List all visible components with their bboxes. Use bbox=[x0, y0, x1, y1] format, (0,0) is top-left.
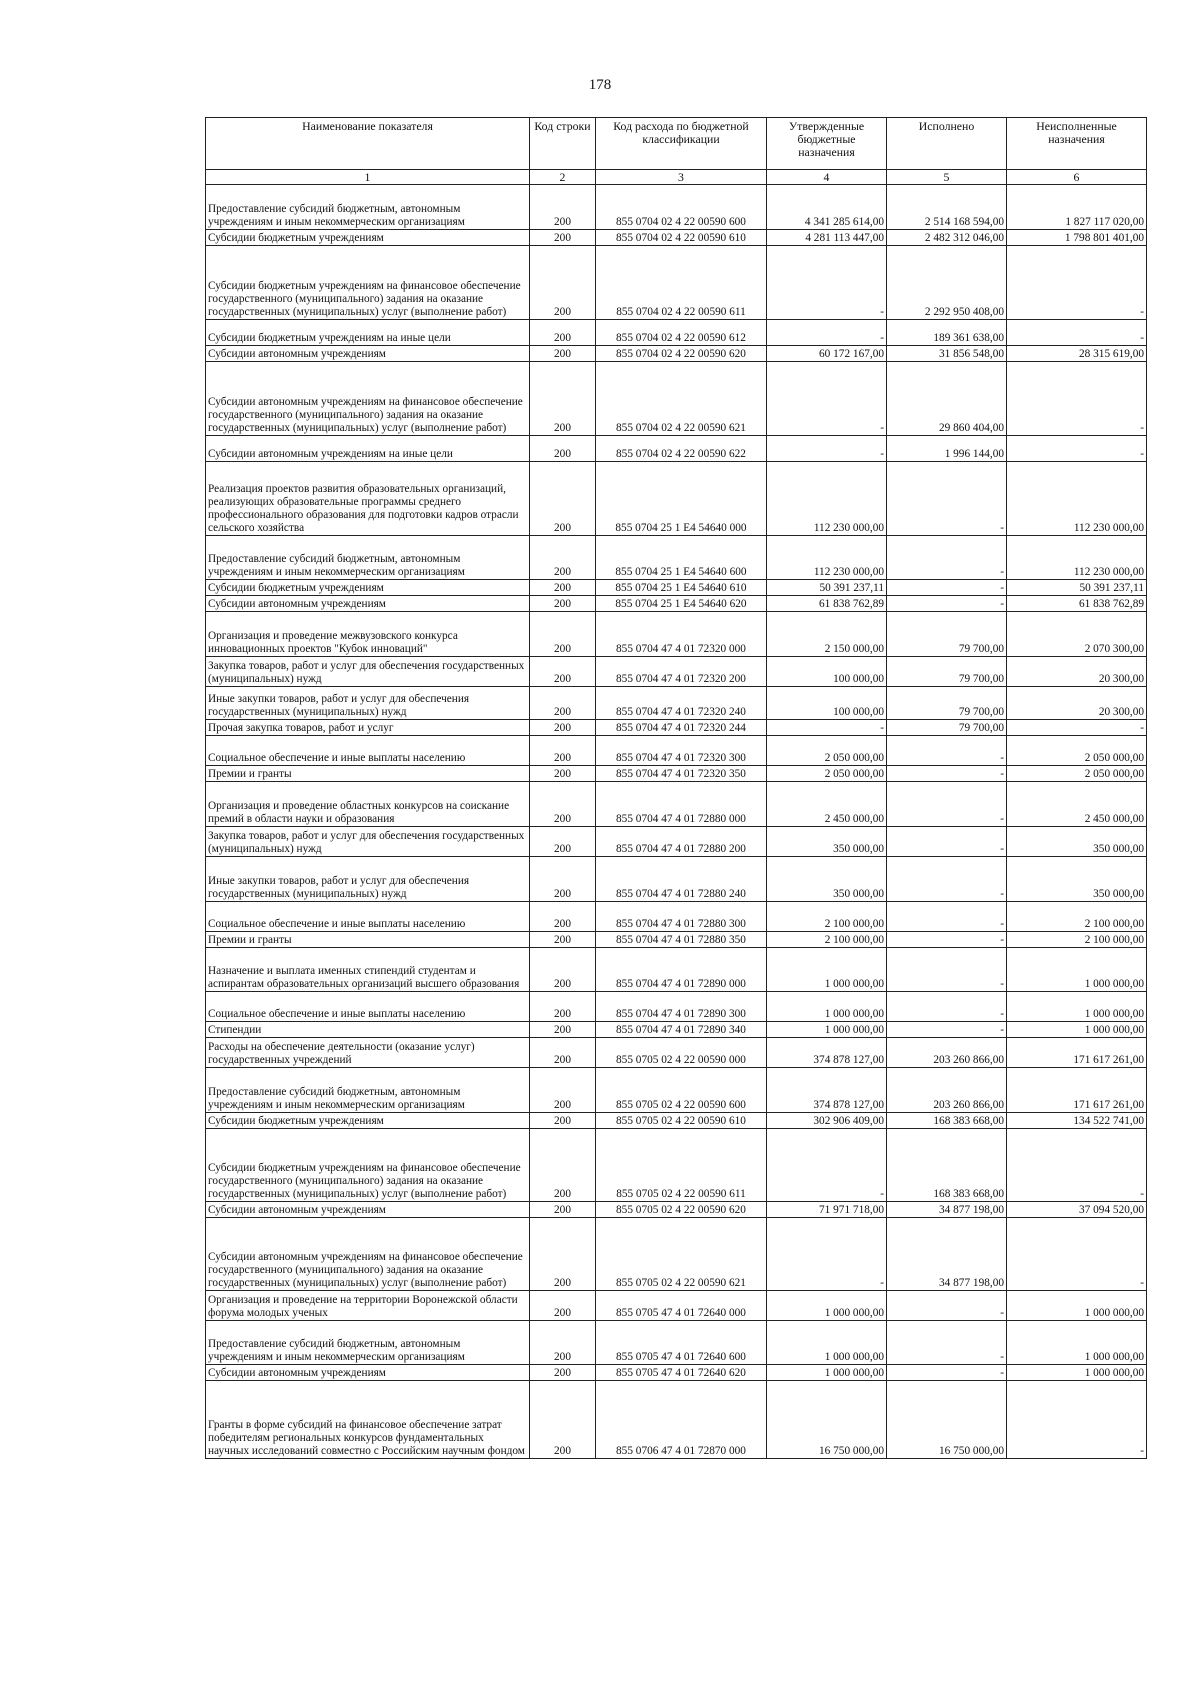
expense-code: 855 0704 02 4 22 00590 611 bbox=[596, 246, 767, 320]
expense-code: 855 0704 02 4 22 00590 600 bbox=[596, 185, 767, 230]
table-row bbox=[206, 657, 1147, 687]
table-row bbox=[206, 948, 1147, 992]
unexecuted-amount: 1 000 000,00 bbox=[1007, 1291, 1147, 1321]
line-code: 200 bbox=[530, 992, 596, 1022]
indicator-name: Субсидии автономным учреждениям bbox=[206, 596, 530, 612]
table-row bbox=[206, 1218, 1147, 1291]
indicator-name: Расходы на обеспечение деятельности (оказание услуг) государственных учреждений bbox=[206, 1038, 530, 1068]
line-code: 200 bbox=[530, 1365, 596, 1381]
approved-amount: 61 838 762,89 bbox=[767, 596, 887, 612]
line-code: 200 bbox=[530, 346, 596, 362]
approved-amount: 1 000 000,00 bbox=[767, 1365, 887, 1381]
table-row bbox=[206, 362, 1147, 436]
line-code: 200 bbox=[530, 1129, 596, 1202]
indicator-name: Иные закупки товаров, работ и услуг для обеспечения государственных (муниципальных) нужд bbox=[206, 687, 530, 720]
header-expense-code: Код расхода по бюджетной классификации bbox=[596, 118, 767, 170]
unexecuted-amount: 171 617 261,00 bbox=[1007, 1068, 1147, 1113]
expense-code: 855 0704 47 4 01 72880 000 bbox=[596, 782, 767, 827]
header-row bbox=[206, 118, 1147, 170]
unexecuted-amount: 350 000,00 bbox=[1007, 827, 1147, 857]
unexecuted-amount: 1 000 000,00 bbox=[1007, 1022, 1147, 1038]
executed-amount: - bbox=[887, 580, 1007, 596]
table-row bbox=[206, 1321, 1147, 1365]
approved-amount: 1 000 000,00 bbox=[767, 1321, 887, 1365]
column-number: 2 bbox=[530, 170, 596, 185]
approved-amount: 1 000 000,00 bbox=[767, 1291, 887, 1321]
line-code: 200 bbox=[530, 246, 596, 320]
executed-amount: 2 514 168 594,00 bbox=[887, 185, 1007, 230]
expense-code: 855 0704 47 4 01 72320 000 bbox=[596, 612, 767, 657]
expense-code: 855 0705 47 4 01 72640 000 bbox=[596, 1291, 767, 1321]
unexecuted-amount: - bbox=[1007, 436, 1147, 462]
table-row bbox=[206, 766, 1147, 782]
indicator-name: Субсидии автономным учреждениям bbox=[206, 346, 530, 362]
executed-amount: - bbox=[887, 1365, 1007, 1381]
indicator-name: Субсидии бюджетным учреждениям bbox=[206, 1113, 530, 1129]
unexecuted-amount: 1 798 801 401,00 bbox=[1007, 230, 1147, 246]
approved-amount: - bbox=[767, 720, 887, 736]
line-code: 200 bbox=[530, 1202, 596, 1218]
table-row bbox=[206, 1022, 1147, 1038]
expense-code: 855 0704 25 1 E4 54640 600 bbox=[596, 536, 767, 580]
unexecuted-amount: 20 300,00 bbox=[1007, 657, 1147, 687]
unexecuted-amount: 2 050 000,00 bbox=[1007, 736, 1147, 766]
indicator-name: Субсидии автономным учреждениям bbox=[206, 1365, 530, 1381]
table-row bbox=[206, 596, 1147, 612]
expense-code: 855 0705 47 4 01 72640 620 bbox=[596, 1365, 767, 1381]
header-line-code: Код строки bbox=[530, 118, 596, 170]
line-code: 200 bbox=[530, 185, 596, 230]
table-row bbox=[206, 536, 1147, 580]
indicator-name: Закупка товаров, работ и услуг для обеспечения государственных (муниципальных) нужд bbox=[206, 827, 530, 857]
approved-amount: - bbox=[767, 246, 887, 320]
table-row bbox=[206, 857, 1147, 902]
executed-amount: - bbox=[887, 536, 1007, 580]
indicator-name: Субсидии бюджетным учреждениям bbox=[206, 230, 530, 246]
expense-code: 855 0704 47 4 01 72320 200 bbox=[596, 657, 767, 687]
indicator-name: Предоставление субсидий бюджетным, автономным учреждениям и иным некоммерческим организациям bbox=[206, 1068, 530, 1113]
column-number: 5 bbox=[887, 170, 1007, 185]
expense-code: 855 0704 02 4 22 00590 620 bbox=[596, 346, 767, 362]
line-code: 200 bbox=[530, 720, 596, 736]
line-code: 200 bbox=[530, 1068, 596, 1113]
executed-amount: 79 700,00 bbox=[887, 657, 1007, 687]
header-unexecuted: Неисполненные назначения bbox=[1007, 118, 1147, 170]
line-code: 200 bbox=[530, 1038, 596, 1068]
approved-amount: - bbox=[767, 1129, 887, 1202]
line-code: 200 bbox=[530, 687, 596, 720]
expense-code: 855 0705 02 4 22 00590 621 bbox=[596, 1218, 767, 1291]
table-row bbox=[206, 612, 1147, 657]
table-row bbox=[206, 1129, 1147, 1202]
indicator-name: Субсидии бюджетным учреждениям bbox=[206, 580, 530, 596]
line-code: 200 bbox=[530, 902, 596, 932]
column-number: 1 bbox=[206, 170, 530, 185]
table-row bbox=[206, 185, 1147, 230]
line-code: 200 bbox=[530, 596, 596, 612]
indicator-name: Субсидии автономным учреждениям на иные цели bbox=[206, 436, 530, 462]
line-code: 200 bbox=[530, 230, 596, 246]
line-code: 200 bbox=[530, 782, 596, 827]
table-row bbox=[206, 932, 1147, 948]
indicator-name: Субсидии бюджетным учреждениям на финансовое обеспечение государственного (муниципального) задания на оказание государственных (муниципальных) услуг (выполнение работ) bbox=[206, 1129, 530, 1202]
unexecuted-amount: 2 100 000,00 bbox=[1007, 902, 1147, 932]
executed-amount: - bbox=[887, 782, 1007, 827]
indicator-name: Субсидии автономным учреждениям на финансовое обеспечение государственного (муниципального) задания на оказание государственных (муниципальных) услуг (выполнение работ) bbox=[206, 1218, 530, 1291]
approved-amount: 4 341 285 614,00 bbox=[767, 185, 887, 230]
indicator-name: Стипендии bbox=[206, 1022, 530, 1038]
approved-amount: 112 230 000,00 bbox=[767, 462, 887, 536]
line-code: 200 bbox=[530, 580, 596, 596]
unexecuted-amount: 350 000,00 bbox=[1007, 857, 1147, 902]
approved-amount: 2 100 000,00 bbox=[767, 902, 887, 932]
executed-amount: 203 260 866,00 bbox=[887, 1068, 1007, 1113]
approved-amount: 374 878 127,00 bbox=[767, 1038, 887, 1068]
expense-code: 855 0704 47 4 01 72320 240 bbox=[596, 687, 767, 720]
approved-amount: 71 971 718,00 bbox=[767, 1202, 887, 1218]
executed-amount: - bbox=[887, 1291, 1007, 1321]
table-row bbox=[206, 736, 1147, 766]
expense-code: 855 0705 02 4 22 00590 000 bbox=[596, 1038, 767, 1068]
unexecuted-amount: 37 094 520,00 bbox=[1007, 1202, 1147, 1218]
indicator-name: Иные закупки товаров, работ и услуг для обеспечения государственных (муниципальных) нужд bbox=[206, 857, 530, 902]
executed-amount: - bbox=[887, 736, 1007, 766]
expense-code: 855 0705 02 4 22 00590 620 bbox=[596, 1202, 767, 1218]
executed-amount: 16 750 000,00 bbox=[887, 1381, 1007, 1459]
approved-amount: 1 000 000,00 bbox=[767, 948, 887, 992]
indicator-name: Субсидии автономным учреждениям на финансовое обеспечение государственного (муниципального) задания на оказание государственных (муниципальных) услуг (выполнение работ) bbox=[206, 362, 530, 436]
executed-amount: - bbox=[887, 596, 1007, 612]
line-code: 200 bbox=[530, 932, 596, 948]
line-code: 200 bbox=[530, 736, 596, 766]
line-code: 200 bbox=[530, 436, 596, 462]
executed-amount: 79 700,00 bbox=[887, 612, 1007, 657]
approved-amount: 50 391 237,11 bbox=[767, 580, 887, 596]
executed-amount: 2 482 312 046,00 bbox=[887, 230, 1007, 246]
unexecuted-amount: 134 522 741,00 bbox=[1007, 1113, 1147, 1129]
approved-amount: 302 906 409,00 bbox=[767, 1113, 887, 1129]
indicator-name: Социальное обеспечение и иные выплаты населению bbox=[206, 902, 530, 932]
table-row bbox=[206, 1291, 1147, 1321]
approved-amount: 60 172 167,00 bbox=[767, 346, 887, 362]
line-code: 200 bbox=[530, 1113, 596, 1129]
unexecuted-amount: 2 100 000,00 bbox=[1007, 932, 1147, 948]
line-code: 200 bbox=[530, 766, 596, 782]
header-approved: Утвержденные бюджетные назначения bbox=[767, 118, 887, 170]
column-number: 6 bbox=[1007, 170, 1147, 185]
indicator-name: Организация и проведение на территории Воронежской области форума молодых ученых bbox=[206, 1291, 530, 1321]
expense-code: 855 0705 47 4 01 72640 600 bbox=[596, 1321, 767, 1365]
unexecuted-amount: - bbox=[1007, 1218, 1147, 1291]
executed-amount: - bbox=[887, 1022, 1007, 1038]
unexecuted-amount: 1 000 000,00 bbox=[1007, 992, 1147, 1022]
table-row bbox=[206, 320, 1147, 346]
executed-amount: 203 260 866,00 bbox=[887, 1038, 1007, 1068]
unexecuted-amount: 2 450 000,00 bbox=[1007, 782, 1147, 827]
approved-amount: 2 050 000,00 bbox=[767, 766, 887, 782]
table-row bbox=[206, 902, 1147, 932]
unexecuted-amount: 112 230 000,00 bbox=[1007, 462, 1147, 536]
table-row bbox=[206, 462, 1147, 536]
unexecuted-amount: - bbox=[1007, 246, 1147, 320]
expense-code: 855 0704 47 4 01 72880 240 bbox=[596, 857, 767, 902]
budget-execution-table bbox=[205, 117, 1147, 1459]
line-code: 200 bbox=[530, 657, 596, 687]
expense-code: 855 0704 47 4 01 72880 200 bbox=[596, 827, 767, 857]
header-indicator-name: Наименование показателя bbox=[206, 118, 530, 170]
executed-amount: 168 383 668,00 bbox=[887, 1129, 1007, 1202]
expense-code: 855 0706 47 4 01 72870 000 bbox=[596, 1381, 767, 1459]
approved-amount: 100 000,00 bbox=[767, 687, 887, 720]
executed-amount: - bbox=[887, 1321, 1007, 1365]
table-row bbox=[206, 580, 1147, 596]
line-code: 200 bbox=[530, 1321, 596, 1365]
expense-code: 855 0704 02 4 22 00590 610 bbox=[596, 230, 767, 246]
table-row bbox=[206, 1068, 1147, 1113]
unexecuted-amount: - bbox=[1007, 320, 1147, 346]
expense-code: 855 0704 25 1 E4 54640 620 bbox=[596, 596, 767, 612]
executed-amount: - bbox=[887, 766, 1007, 782]
executed-amount: 1 996 144,00 bbox=[887, 436, 1007, 462]
executed-amount: 31 856 548,00 bbox=[887, 346, 1007, 362]
unexecuted-amount: - bbox=[1007, 720, 1147, 736]
executed-amount: 34 877 198,00 bbox=[887, 1218, 1007, 1291]
approved-amount: - bbox=[767, 320, 887, 346]
table-row bbox=[206, 1365, 1147, 1381]
line-code: 200 bbox=[530, 1381, 596, 1459]
unexecuted-amount: 1 000 000,00 bbox=[1007, 948, 1147, 992]
expense-code: 855 0704 02 4 22 00590 622 bbox=[596, 436, 767, 462]
expense-code: 855 0704 47 4 01 72880 300 bbox=[596, 902, 767, 932]
line-code: 200 bbox=[530, 362, 596, 436]
approved-amount: 1 000 000,00 bbox=[767, 992, 887, 1022]
unexecuted-amount: 1 827 117 020,00 bbox=[1007, 185, 1147, 230]
column-number: 4 bbox=[767, 170, 887, 185]
table-body bbox=[206, 185, 1147, 1459]
unexecuted-amount: - bbox=[1007, 1129, 1147, 1202]
unexecuted-amount: 171 617 261,00 bbox=[1007, 1038, 1147, 1068]
table-row bbox=[206, 992, 1147, 1022]
executed-amount: 2 292 950 408,00 bbox=[887, 246, 1007, 320]
approved-amount: 4 281 113 447,00 bbox=[767, 230, 887, 246]
indicator-name: Организация и проведение областных конкурсов на соискание премий в области науки и образования bbox=[206, 782, 530, 827]
approved-amount: - bbox=[767, 1218, 887, 1291]
unexecuted-amount: 2 070 300,00 bbox=[1007, 612, 1147, 657]
expense-code: 855 0704 47 4 01 72890 340 bbox=[596, 1022, 767, 1038]
table-row bbox=[206, 1113, 1147, 1129]
executed-amount: 79 700,00 bbox=[887, 687, 1007, 720]
approved-amount: 350 000,00 bbox=[767, 857, 887, 902]
expense-code: 855 0704 02 4 22 00590 621 bbox=[596, 362, 767, 436]
executed-amount: - bbox=[887, 948, 1007, 992]
approved-amount: 16 750 000,00 bbox=[767, 1381, 887, 1459]
unexecuted-amount: 1 000 000,00 bbox=[1007, 1321, 1147, 1365]
executed-amount: - bbox=[887, 827, 1007, 857]
approved-amount: 112 230 000,00 bbox=[767, 536, 887, 580]
unexecuted-amount: - bbox=[1007, 362, 1147, 436]
indicator-name: Назначение и выплата именных стипендий студентам и аспирантам образовательных организаций высшего образования bbox=[206, 948, 530, 992]
line-code: 200 bbox=[530, 320, 596, 346]
expense-code: 855 0704 47 4 01 72320 300 bbox=[596, 736, 767, 766]
indicator-name: Реализация проектов развития образовательных организаций, реализующих образовательные программы среднего профессионального образования для подготовки кадров отрасли сельского хозяйства bbox=[206, 462, 530, 536]
table-row bbox=[206, 782, 1147, 827]
line-code: 200 bbox=[530, 536, 596, 580]
indicator-name: Социальное обеспечение и иные выплаты населению bbox=[206, 736, 530, 766]
line-code: 200 bbox=[530, 612, 596, 657]
line-code: 200 bbox=[530, 1022, 596, 1038]
unexecuted-amount: 20 300,00 bbox=[1007, 687, 1147, 720]
table-row bbox=[206, 1202, 1147, 1218]
expense-code: 855 0705 02 4 22 00590 610 bbox=[596, 1113, 767, 1129]
unexecuted-amount: 28 315 619,00 bbox=[1007, 346, 1147, 362]
line-code: 200 bbox=[530, 857, 596, 902]
indicator-name: Премии и гранты bbox=[206, 932, 530, 948]
executed-amount: - bbox=[887, 857, 1007, 902]
unexecuted-amount: 1 000 000,00 bbox=[1007, 1365, 1147, 1381]
table-row bbox=[206, 1381, 1147, 1459]
expense-code: 855 0704 47 4 01 72890 000 bbox=[596, 948, 767, 992]
approved-amount: 374 878 127,00 bbox=[767, 1068, 887, 1113]
expense-code: 855 0704 47 4 01 72890 300 bbox=[596, 992, 767, 1022]
executed-amount: 29 860 404,00 bbox=[887, 362, 1007, 436]
approved-amount: 2 100 000,00 bbox=[767, 932, 887, 948]
line-code: 200 bbox=[530, 462, 596, 536]
table-row bbox=[206, 230, 1147, 246]
indicator-name: Предоставление субсидий бюджетным, автономным учреждениям и иным некоммерческим организациям bbox=[206, 1321, 530, 1365]
table-row bbox=[206, 827, 1147, 857]
approved-amount: 2 450 000,00 bbox=[767, 782, 887, 827]
unexecuted-amount: - bbox=[1007, 1381, 1147, 1459]
table-row bbox=[206, 436, 1147, 462]
indicator-name: Гранты в форме субсидий на финансовое обеспечение затрат победителям региональных конкурсов фундаментальных научных исследований совместно с Российским научным фондом bbox=[206, 1381, 530, 1459]
table-row bbox=[206, 346, 1147, 362]
table-row bbox=[206, 1038, 1147, 1068]
executed-amount: - bbox=[887, 932, 1007, 948]
line-code: 200 bbox=[530, 948, 596, 992]
indicator-name: Субсидии автономным учреждениям bbox=[206, 1202, 530, 1218]
expense-code: 855 0704 47 4 01 72880 350 bbox=[596, 932, 767, 948]
table-row bbox=[206, 720, 1147, 736]
approved-amount: 350 000,00 bbox=[767, 827, 887, 857]
expense-code: 855 0704 02 4 22 00590 612 bbox=[596, 320, 767, 346]
indicator-name: Предоставление субсидий бюджетным, автономным учреждениям и иным некоммерческим организациям bbox=[206, 185, 530, 230]
indicator-name: Предоставление субсидий бюджетным, автономным учреждениям и иным некоммерческим организациям bbox=[206, 536, 530, 580]
column-number-row bbox=[206, 170, 1147, 185]
indicator-name: Социальное обеспечение и иные выплаты населению bbox=[206, 992, 530, 1022]
approved-amount: 2 050 000,00 bbox=[767, 736, 887, 766]
executed-amount: 189 361 638,00 bbox=[887, 320, 1007, 346]
executed-amount: - bbox=[887, 992, 1007, 1022]
indicator-name: Субсидии бюджетным учреждениям на иные цели bbox=[206, 320, 530, 346]
unexecuted-amount: 2 050 000,00 bbox=[1007, 766, 1147, 782]
indicator-name: Премии и гранты bbox=[206, 766, 530, 782]
executed-amount: 79 700,00 bbox=[887, 720, 1007, 736]
approved-amount: 100 000,00 bbox=[767, 657, 887, 687]
approved-amount: - bbox=[767, 436, 887, 462]
table-row bbox=[206, 246, 1147, 320]
expense-code: 855 0704 47 4 01 72320 244 bbox=[596, 720, 767, 736]
expense-code: 855 0705 02 4 22 00590 600 bbox=[596, 1068, 767, 1113]
expense-code: 855 0704 25 1 E4 54640 610 bbox=[596, 580, 767, 596]
unexecuted-amount: 61 838 762,89 bbox=[1007, 596, 1147, 612]
table-row bbox=[206, 687, 1147, 720]
line-code: 200 bbox=[530, 827, 596, 857]
column-number: 3 bbox=[596, 170, 767, 185]
approved-amount: - bbox=[767, 362, 887, 436]
indicator-name: Организация и проведение межвузовского конкурса инновационных проектов "Кубок инноваций" bbox=[206, 612, 530, 657]
expense-code: 855 0705 02 4 22 00590 611 bbox=[596, 1129, 767, 1202]
approved-amount: 2 150 000,00 bbox=[767, 612, 887, 657]
page-number: 178 bbox=[588, 77, 612, 93]
indicator-name: Субсидии бюджетным учреждениям на финансовое обеспечение государственного (муниципального) задания на оказание государственных (муниципальных) услуг (выполнение работ) bbox=[206, 246, 530, 320]
unexecuted-amount: 50 391 237,11 bbox=[1007, 580, 1147, 596]
executed-amount: - bbox=[887, 902, 1007, 932]
line-code: 200 bbox=[530, 1218, 596, 1291]
expense-code: 855 0704 47 4 01 72320 350 bbox=[596, 766, 767, 782]
expense-code: 855 0704 25 1 E4 54640 000 bbox=[596, 462, 767, 536]
unexecuted-amount: 112 230 000,00 bbox=[1007, 536, 1147, 580]
header-executed: Исполнено bbox=[887, 118, 1007, 170]
executed-amount: 168 383 668,00 bbox=[887, 1113, 1007, 1129]
executed-amount: 34 877 198,00 bbox=[887, 1202, 1007, 1218]
indicator-name: Закупка товаров, работ и услуг для обеспечения государственных (муниципальных) нужд bbox=[206, 657, 530, 687]
line-code: 200 bbox=[530, 1291, 596, 1321]
executed-amount: - bbox=[887, 462, 1007, 536]
indicator-name: Прочая закупка товаров, работ и услуг bbox=[206, 720, 530, 736]
approved-amount: 1 000 000,00 bbox=[767, 1022, 887, 1038]
